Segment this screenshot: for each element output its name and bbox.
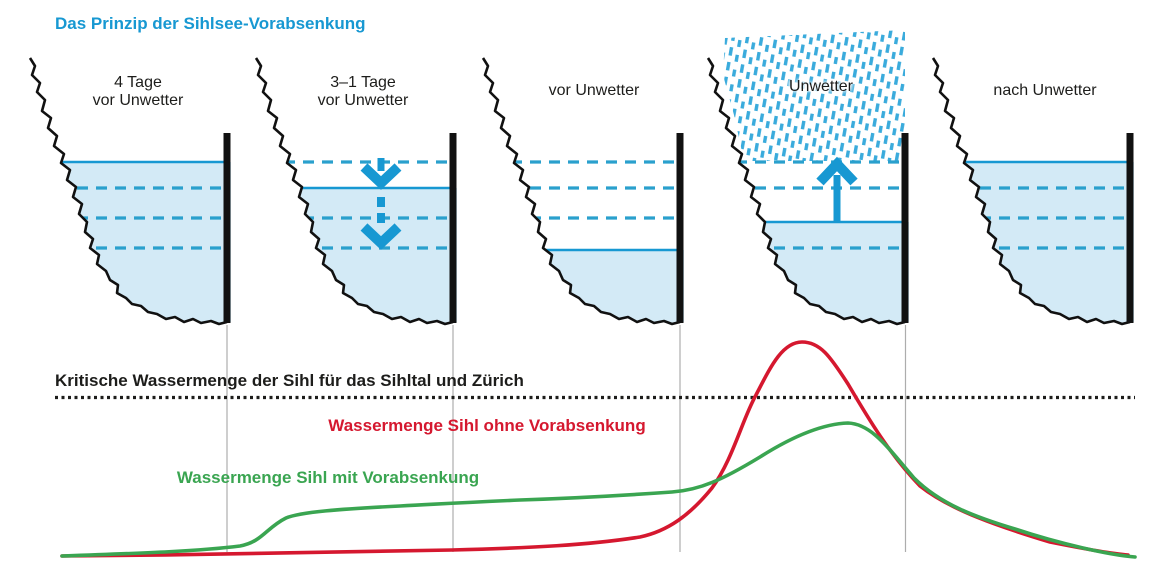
rising-up-arrow-icon	[820, 164, 854, 222]
dam	[450, 133, 457, 323]
panel-label-5: nach Unwetter	[993, 82, 1097, 99]
dam	[902, 133, 909, 323]
dam	[224, 133, 231, 323]
water-body	[246, 188, 457, 325]
dam	[677, 133, 684, 323]
series-label-ohne-vorabsenkung: Wassermenge Sihl ohne Vorabsenkung	[328, 416, 646, 435]
water-body	[473, 250, 684, 325]
panel-label-2-line2: vor Unwetter	[317, 92, 409, 109]
series-label-mit-vorabsenkung: Wassermenge Sihl mit Vorabsenkung	[176, 468, 480, 487]
page-title: Das Prinzip der Sihlsee-Vorabsenkung	[55, 14, 366, 33]
water-level-dashed-lines	[473, 162, 677, 218]
phase-gridlines	[227, 325, 906, 552]
panel-label-1-line1: 4 Tage	[114, 74, 162, 91]
panel-label-4: Unwetter	[788, 78, 854, 95]
water-body	[698, 222, 909, 325]
panel-label-2-line1: 3–1 Tage	[330, 74, 396, 91]
threshold-label: Kritische Wassermenge der Sihl für das Sihltal und Zürich	[55, 371, 524, 390]
panel-label-2	[318, 74, 409, 110]
lake-panel-4	[698, 30, 909, 325]
curve-with-vorabsenkung	[62, 423, 1135, 557]
panel-label-1-line2: vor Unwetter	[92, 92, 184, 109]
panel-label-1	[93, 74, 184, 110]
panel-label-3: vor Unwetter	[548, 82, 640, 99]
dam	[1127, 133, 1134, 323]
